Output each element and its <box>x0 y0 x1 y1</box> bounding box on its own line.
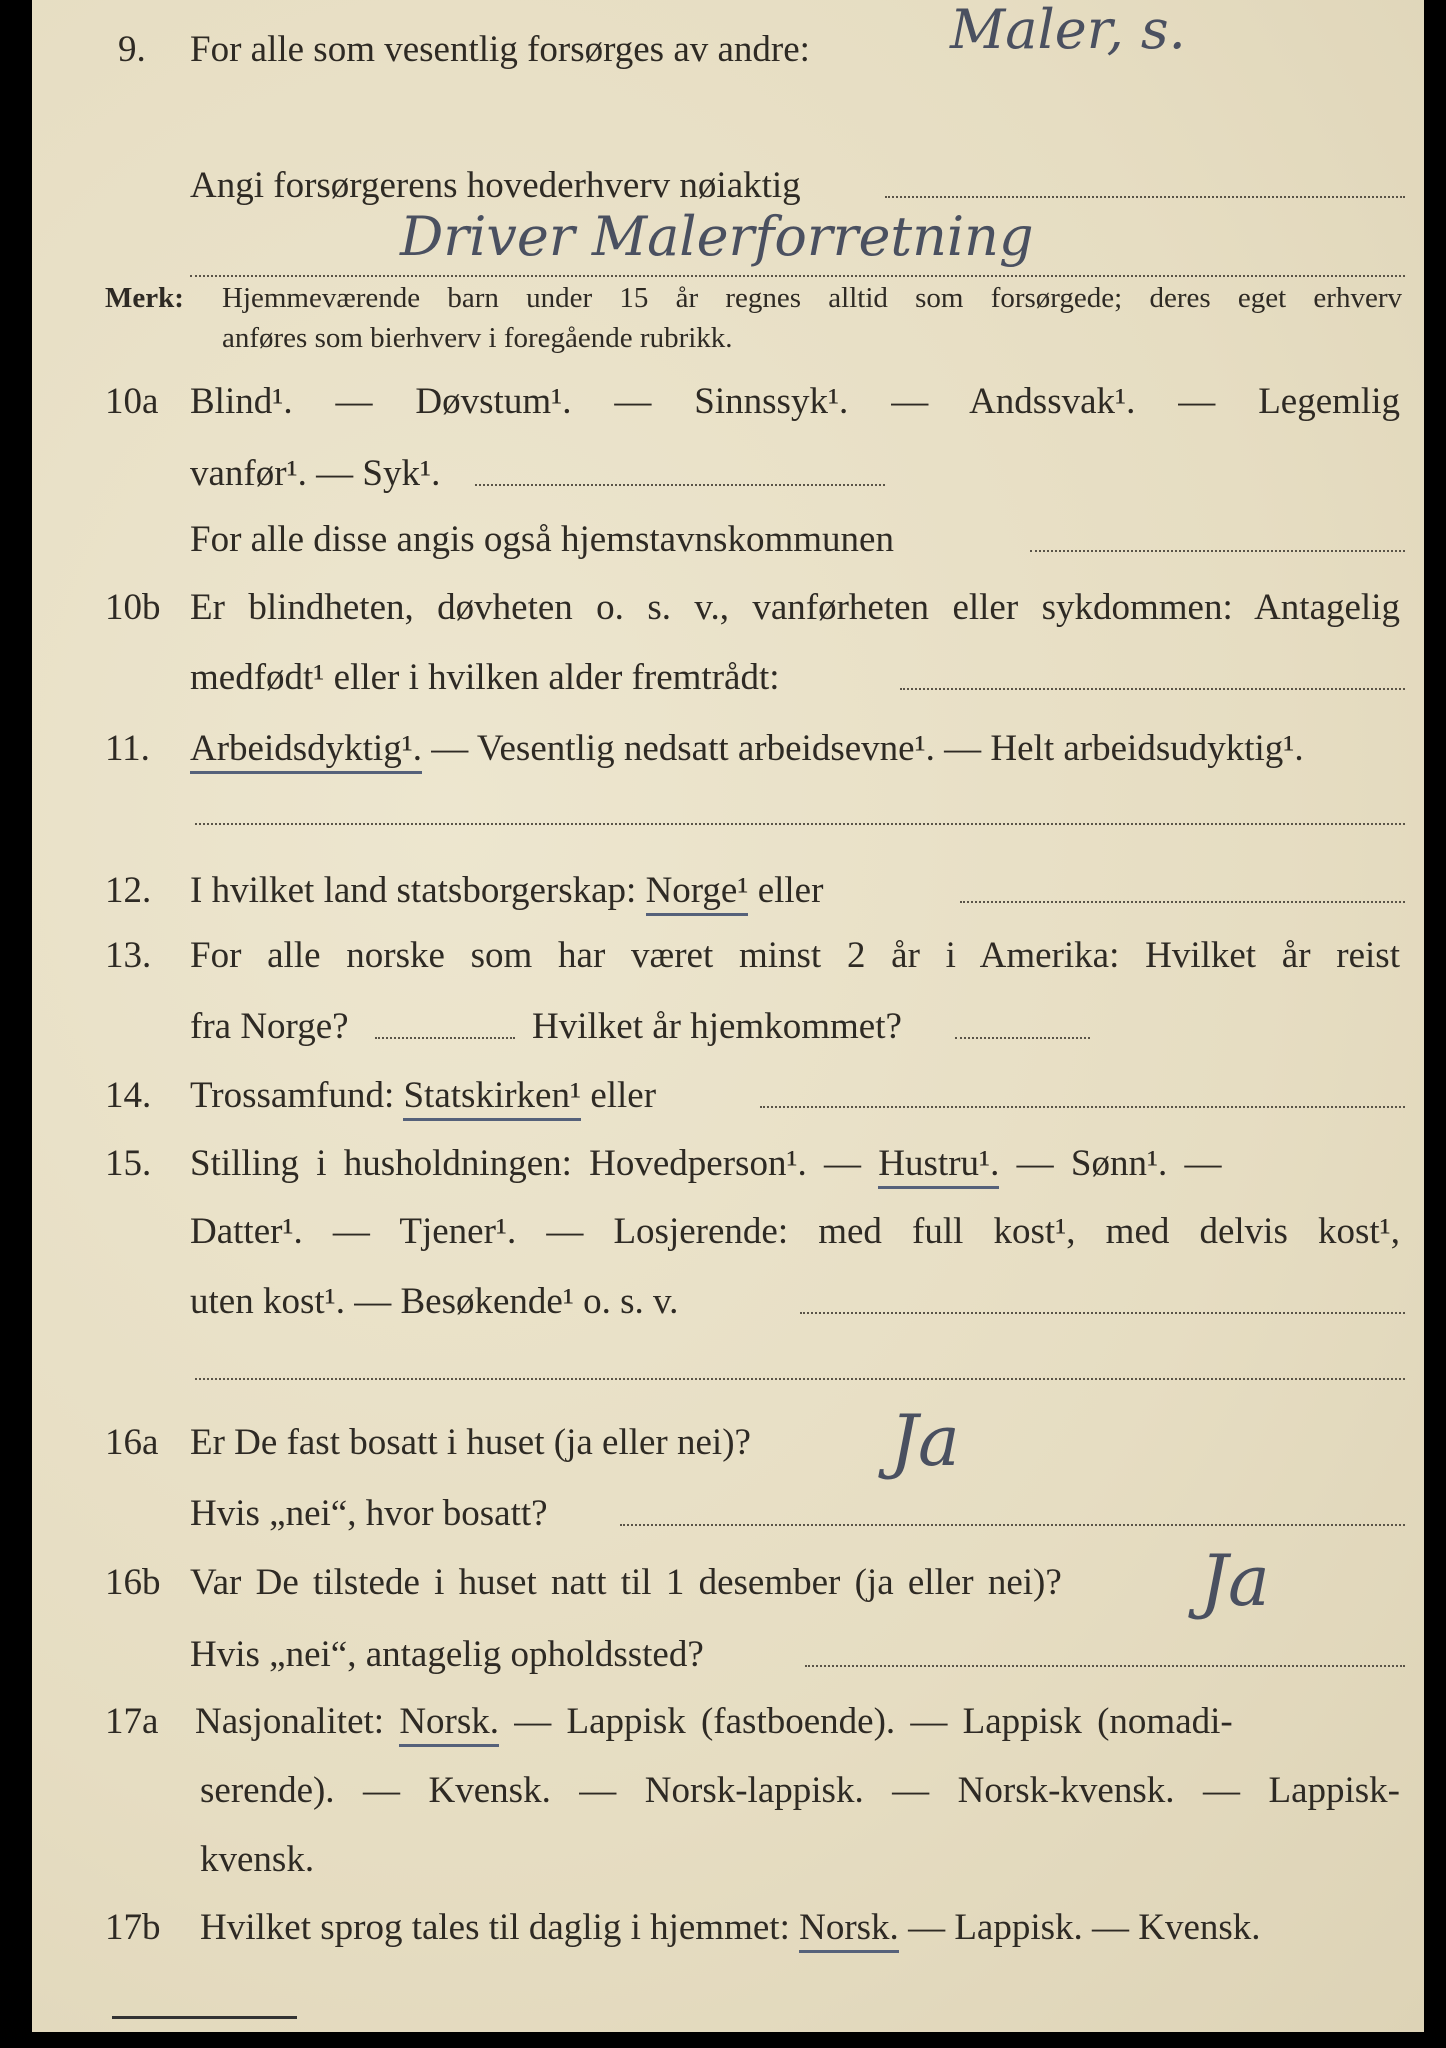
q11-selected-option: Arbeidsdyktig¹. <box>190 728 422 774</box>
q14-or: eller <box>581 1075 657 1116</box>
q17a-question: Nasjonalitet: <box>195 1701 400 1742</box>
q14-line <box>190 1074 656 1117</box>
q17b-number: 17b <box>105 1907 161 1948</box>
footnote-rule <box>112 2016 297 2019</box>
merk-line2: anføres som bierhverv i foregående rubrikk. <box>222 322 733 354</box>
q9-handwritten-answer1: Maler, s. <box>950 0 1186 61</box>
q12-number: 12. <box>105 870 152 911</box>
q11-number: 11. <box>105 728 150 769</box>
q10a-line1: Blind¹. — Døvstum¹. — Sinnssyk¹. — Andssvak¹. — Legemlig <box>190 381 1400 422</box>
q15-question: Stilling i husholdningen: Hovedperson¹. — <box>190 1143 879 1184</box>
q12-selected-option: Norge¹ <box>646 870 749 916</box>
q12-question: I hvilket land statsborgerskap: <box>190 870 646 911</box>
q12-or: eller <box>748 870 824 911</box>
q14-dotted-line <box>760 1106 1405 1108</box>
q13-dotted-line-2 <box>955 1037 1090 1039</box>
q15-selected-option: Hustru¹. <box>878 1143 999 1189</box>
q17a-line2: serende). — Kvensk. — Norsk-lappisk. — Norsk-kvensk. — Lappisk- <box>200 1770 1400 1811</box>
q15-number: 15. <box>105 1143 152 1184</box>
q17a-selected-option: Norsk. <box>399 1701 499 1747</box>
q15-dotted-line-2 <box>195 1378 1405 1380</box>
q13-line2b: Hvilket år hjemkommet? <box>532 1006 902 1047</box>
q11-line <box>190 727 1304 770</box>
q16b-line2: Hvis „nei“, antagelig opholdssted? <box>190 1634 704 1675</box>
q9-dotted-line-2 <box>190 275 1405 277</box>
q15-line2: Datter¹. — Tjener¹. — Losjerende: med full kost¹, med delvis kost¹, <box>190 1211 1400 1252</box>
q10b-dotted-line <box>900 688 1405 690</box>
q10a-line2: vanfør¹. — Syk¹. <box>190 453 441 494</box>
q16b-line1: Var De tilstede i huset natt til 1 desember (ja eller nei)? <box>190 1562 1062 1603</box>
q17a-line3: kvensk. <box>200 1839 315 1880</box>
merk-line1: Hjemmeværende barn under 15 år regnes alltid som forsørgede; deres eget erhverv <box>222 282 1402 314</box>
q10b-number: 10b <box>105 587 161 628</box>
q13-line1: For alle norske som har været minst 2 år i Amerika: Hvilket år reist <box>190 935 1400 976</box>
q16b-dotted-line <box>805 1665 1405 1667</box>
q11-dotted-line <box>195 823 1405 825</box>
q16a-handwritten-answer: Ja <box>890 1400 960 1482</box>
q9-line1: For alle som vesentlig forsørges av andre: <box>190 29 810 70</box>
q17b-question: Hvilket sprog tales til daglig i hjemmet: <box>200 1907 800 1948</box>
q10a-number: 10a <box>105 381 159 422</box>
q17b-other-options: — Lappisk. — Kvensk. <box>898 1907 1261 1948</box>
q10a-line3: For alle disse angis også hjemstavnskommunen <box>190 519 894 560</box>
q17b-line <box>200 1906 1261 1949</box>
q10a-dotted-line <box>475 484 885 486</box>
q13-number: 13. <box>105 935 152 976</box>
q14-number: 14. <box>105 1075 152 1116</box>
q9-handwritten-answer2: Driver Malerforretning <box>400 205 1034 268</box>
q10b-line1: Er blindheten, døvheten o. s. v., vanførheten eller sykdommen: Antagelig <box>190 587 1400 628</box>
q10b-line2: medfødt¹ eller i hvilken alder fremtrådt: <box>190 657 780 698</box>
q12-dotted-line <box>960 901 1405 903</box>
q16a-line1: Er De fast bosatt i huset (ja eller nei)? <box>190 1422 751 1463</box>
q13-line2a: fra Norge? <box>190 1006 349 1047</box>
q12-line <box>190 869 823 912</box>
q9-number: 9. <box>118 29 146 70</box>
q13-dotted-line <box>375 1037 515 1039</box>
q15-other-options: — Sønn¹. — <box>999 1143 1222 1184</box>
q16b-handwritten-answer: Ja <box>1200 1540 1270 1622</box>
q16a-dotted-line <box>620 1524 1405 1526</box>
q17a-number: 17a <box>105 1701 159 1742</box>
q16a-line2: Hvis „nei“, hvor bosatt? <box>190 1493 548 1534</box>
q17a-other-options: — Lappisk (fastboende). — Lappisk (nomadi- <box>499 1701 1233 1742</box>
merk-label: Merk: <box>105 282 184 314</box>
q10a-dotted-line-2 <box>1030 550 1405 552</box>
q16b-number: 16b <box>105 1562 161 1603</box>
q14-selected-option: Statskirken¹ <box>403 1075 581 1121</box>
q9-dotted-line <box>885 196 1405 198</box>
q9-line2: Angi forsørgerens hovederhverv nøiaktig <box>190 165 801 206</box>
q15-dotted-line <box>800 1312 1405 1314</box>
q17a-line1 <box>195 1700 1233 1743</box>
q15-line1 <box>190 1142 1222 1185</box>
q11-other-options: — Vesentlig nedsatt arbeidsevne¹. — Helt arbeidsudyktig¹. <box>422 728 1304 769</box>
q15-line3: uten kost¹. — Besøkende¹ o. s. v. <box>190 1281 679 1322</box>
q17b-selected-option: Norsk. <box>799 1907 899 1953</box>
q16a-number: 16a <box>105 1422 159 1463</box>
q14-question: Trossamfund: <box>190 1075 404 1116</box>
